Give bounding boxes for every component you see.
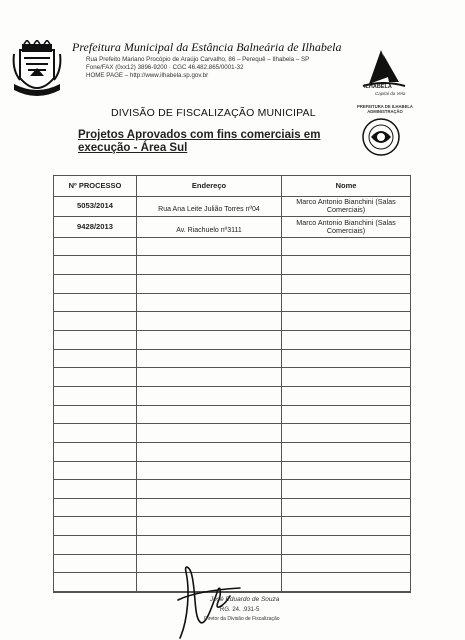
table-row-empty <box>54 517 410 536</box>
table-row-empty <box>54 406 410 425</box>
municipal-crest-icon <box>12 40 62 100</box>
signatory-name: José Eduardo de Souza <box>210 596 280 603</box>
cell-nome: Marco Antonio Bianchini (Salas Comerciais) <box>296 197 396 215</box>
logo-caption: Capital da Vela <box>375 91 406 96</box>
table-row-empty <box>54 499 410 518</box>
table-row <box>54 197 410 218</box>
table-row-empty <box>54 480 410 499</box>
cell-processo: 9428/2013 <box>54 217 137 237</box>
cell-nome: Marco Antonio Bianchini (Salas Comerciais) <box>296 218 396 236</box>
table-row-empty <box>54 350 410 369</box>
table-row-empty <box>54 536 410 555</box>
table-row-empty <box>54 256 410 275</box>
table-row-empty <box>54 238 410 257</box>
table-row-empty <box>54 275 410 294</box>
phone-line: Fone/FAX (0xx12) 3896-9200 · CGC 46.482.865/0001-32 <box>86 64 244 71</box>
table-row-empty <box>54 443 410 462</box>
table-row-empty <box>54 368 410 387</box>
signatory-rg: RG. 24. .931-5 <box>220 607 260 613</box>
address-line: Rua Prefeito Mariano Procópio de Araújo Carvalho, 86 – Perequê – Ilhabela – SP <box>86 56 310 63</box>
cell-processo: 5053/2014 <box>54 197 137 217</box>
table-row-empty <box>54 294 410 313</box>
table-header-row <box>54 176 410 197</box>
logo-name: ILHABELA <box>364 84 392 90</box>
table-row-empty <box>54 387 410 406</box>
table-row-empty <box>54 424 410 443</box>
admin-label: PREFEITURA DE ILHABELA ADMINISTRAÇÃO <box>357 104 413 114</box>
cell-endereco: Rua Ana Leite Julião Torres nº04 <box>137 197 282 217</box>
division-heading: DIVISÃO DE FISCALIZAÇÃO MUNICIPAL <box>111 107 316 119</box>
signatory-role: Diretor da Divisão de Fiscalização <box>204 616 280 622</box>
header-nome: Nome <box>335 180 357 190</box>
table-row-empty <box>54 462 410 481</box>
municipality-title: Prefeitura Municipal da Estância Balneária de Ilhabela <box>72 40 342 54</box>
header-endereco: Endereço <box>137 176 282 196</box>
table-row <box>54 217 410 238</box>
header-processo: Nº PROCESSO <box>54 176 137 196</box>
document-subtitle: Projetos Aprovados com fins comerciais em execução - Área Sul <box>78 129 321 154</box>
table-row-empty <box>54 312 410 331</box>
projects-table <box>53 175 411 593</box>
homepage-line: HOME PAGE – http://www.ilhabela.sp.gov.br <box>86 72 209 79</box>
cell-endereco: Av. Riachuelo nº3111 <box>137 217 282 237</box>
table-row-empty <box>54 331 410 350</box>
